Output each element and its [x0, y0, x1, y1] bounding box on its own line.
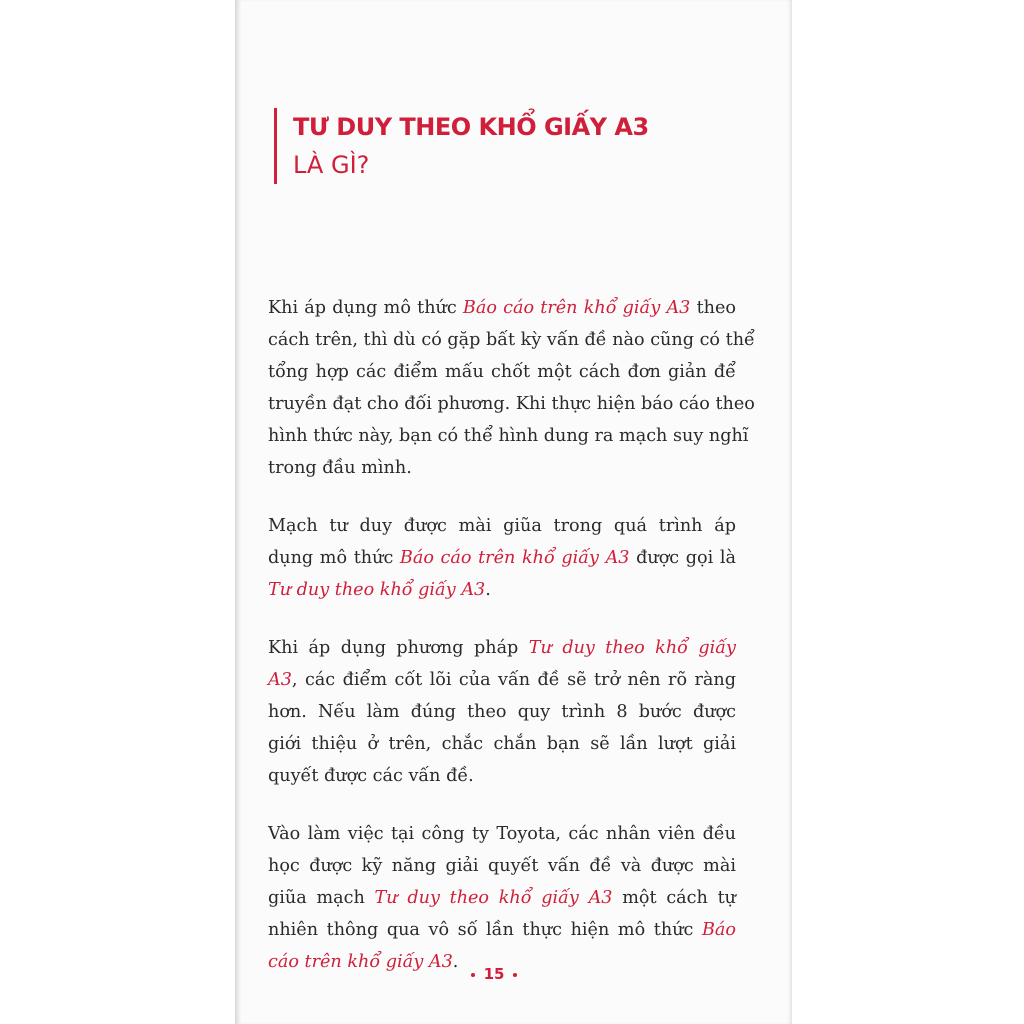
text-segment: hình thức này, bạn có thể hình dung ra mạch suy nghĩ — [268, 426, 749, 446]
text-line — [268, 760, 736, 792]
text-segment: hơn. Nếu làm đúng theo quy trình 8 bước được — [268, 702, 736, 722]
text-segment: quyết được các vấn đề. — [268, 766, 474, 786]
text-segment: nhiên thông qua vô số lần thực hiện mô thức — [268, 920, 702, 940]
text-line — [268, 324, 755, 356]
text-segment: giũa mạch — [268, 888, 375, 908]
text-line — [268, 696, 736, 728]
bullet-dot-icon — [513, 973, 517, 977]
text-line — [268, 452, 736, 484]
paragraph — [268, 632, 736, 792]
emphasis-text: Tư duy theo khổ giấy A3 — [268, 580, 486, 600]
text-segment: Khi áp dụng phương pháp — [268, 638, 529, 658]
text-segment: cách trên, thì dù có gặp bất kỳ vấn đề nào cũng có thể — [268, 330, 755, 350]
page-number: 15 — [483, 965, 505, 983]
text-line — [268, 388, 755, 420]
emphasis-text: cáo trên khổ giấy A3 — [268, 952, 453, 972]
text-segment: tổng hợp các điểm mấu chốt một cách đơn giản để — [268, 362, 736, 382]
text-segment: Mạch tư duy được mài giũa trong quá trình áp — [268, 516, 736, 536]
text-segment: , các điểm cốt lõi của vấn đề sẽ trở nên rõ ràng — [291, 670, 736, 690]
text-line — [268, 882, 736, 914]
text-segment: một cách tự — [612, 888, 736, 908]
paragraph — [268, 818, 736, 978]
emphasis-text: Báo cáo trên khổ giấy A3 — [399, 548, 630, 568]
text-segment: giới thiệu ở trên, chắc chắn bạn sẽ lần lượt giải — [268, 734, 736, 754]
text-line — [268, 914, 736, 946]
text-line — [268, 510, 736, 542]
text-segment: Khi áp dụng mô thức — [268, 298, 463, 318]
paragraph — [268, 510, 736, 606]
text-segment: theo — [690, 298, 736, 318]
text-line — [268, 632, 736, 664]
text-segment: truyền đạt cho đối phương. Khi thực hiện báo cáo theo — [268, 394, 755, 414]
heading-subtitle: LÀ GÌ? — [293, 151, 370, 179]
text-segment: dụng mô thức — [268, 548, 400, 568]
emphasis-text: Tư duy theo khổ giấy A3 — [374, 888, 613, 908]
text-line — [268, 542, 736, 574]
paragraph — [268, 292, 755, 484]
emphasis-text: Báo — [701, 920, 736, 940]
text-line — [268, 420, 749, 452]
text-line — [268, 728, 736, 760]
emphasis-text: Tư duy theo khổ giấy — [528, 638, 736, 658]
text-line — [268, 574, 736, 606]
emphasis-text: A3 — [268, 670, 292, 690]
text-line — [268, 664, 736, 696]
body-text — [268, 292, 755, 1004]
heading-title: TƯ DUY THEO KHỔ GIẤY A3 — [293, 113, 649, 141]
text-segment: học được kỹ năng giải quyết vấn đề và được mài — [268, 856, 736, 876]
text-line — [268, 292, 736, 324]
text-segment: . — [485, 580, 491, 600]
text-segment: được gọi là — [629, 548, 736, 568]
text-line — [268, 818, 736, 850]
chapter-heading — [274, 108, 649, 184]
text-segment: trong đầu mình. — [268, 458, 412, 478]
emphasis-text: Báo cáo trên khổ giấy A3 — [462, 298, 691, 318]
text-segment: . — [452, 952, 459, 972]
page-number-footer — [454, 962, 534, 986]
text-segment: Vào làm việc tại công ty Toyota, các nhân viên đều — [268, 824, 736, 844]
bullet-dot-icon — [471, 973, 475, 977]
text-line — [268, 356, 736, 388]
text-line — [268, 850, 736, 882]
